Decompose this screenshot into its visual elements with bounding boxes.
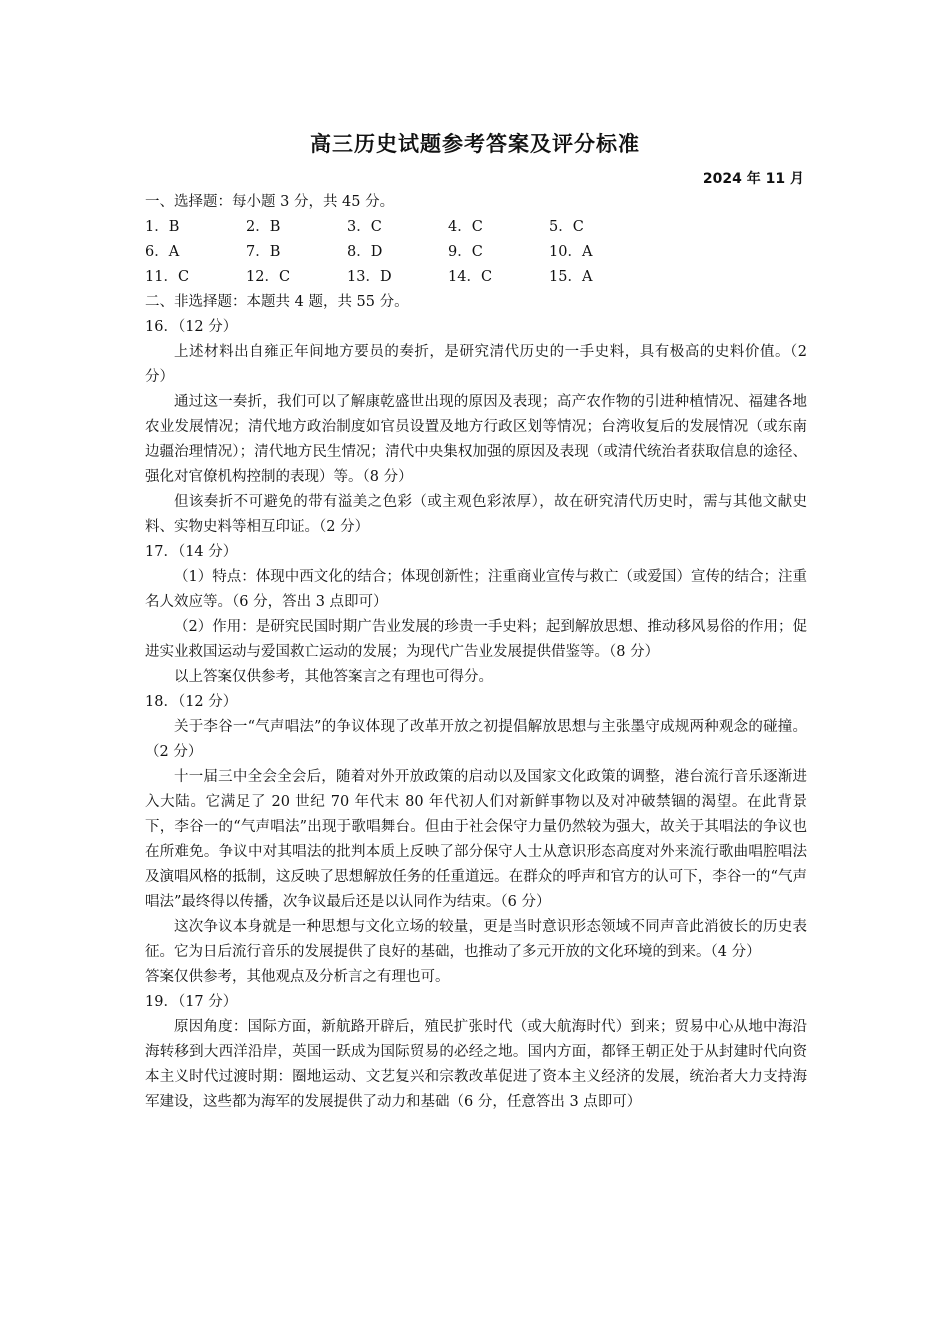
mcq-row xyxy=(145,215,807,240)
section1-heading: 一、选择题：每小题 3 分，共 45 分。 xyxy=(145,194,395,210)
mcq-answer: 6．A xyxy=(145,244,180,260)
page-title: 高三历史试题参考答案及评分标准 xyxy=(310,132,640,156)
mcq-answer: 12．C xyxy=(246,269,291,285)
q16-paragraph: 通过这一奏折，我们可以了解康乾盛世出现的原因及表现；高产农作物的引进种植情况、福建各地农业发展情况；清代地方政治制度如官员设置及地方行政区划等情况；台湾收复后的发展情况（或东南边疆治理情况）；清代地方民生情况；清代中央集权加强的原因及表现（或清代统治者获取信息的途径、强化对官僚机构控制的表现）等。（8 分） xyxy=(145,394,807,485)
mcq-answer: 11．C xyxy=(145,269,190,285)
q17-label: 17．（14 分） xyxy=(145,544,238,560)
mcq-answer: 7．B xyxy=(246,244,281,260)
q18-paragraph: 这次争议本身就是一种思想与文化立场的较量，更是当时意识形态领域不同声音此消彼长的历史表征。它为日后流行音乐的发展提供了良好的基础，也推动了多元开放的文化环境的到来。（4 分） xyxy=(145,919,807,960)
mcq-answer: 15．A xyxy=(549,269,593,285)
mcq-answer: 3．C xyxy=(347,219,382,235)
q18-label: 18．（12 分） xyxy=(145,694,238,710)
mcq-answer: 4．C xyxy=(448,219,483,235)
q16-paragraph: 但该奏折不可避免的带有溢美之色彩（或主观色彩浓厚），故在研究清代历史时，需与其他文献史料、实物史料等相互印证。（2 分） xyxy=(145,494,807,535)
q19-label: 19．（17 分） xyxy=(145,994,238,1010)
q18-paragraph: 关于李谷一“气声唱法”的争议体现了改革开放之初提倡解放思想与主张墨守成规两种观念的碰撞。（2 分） xyxy=(145,719,807,760)
mcq-answer: 2．B xyxy=(246,219,281,235)
mcq-row xyxy=(145,265,807,290)
mcq-answer: 10．A xyxy=(549,244,593,260)
section2-heading: 二、非选择题：本题共 4 题，共 55 分。 xyxy=(145,294,409,310)
mcq-answer: 8．D xyxy=(347,244,383,260)
q17-paragraph: （1）特点：体现中西文化的结合；体现创新性；注重商业宣传与救亡（或爱国）宣传的结合；注重名人效应等。（6 分，答出 3 点即可） xyxy=(145,569,807,610)
mcq-answer: 5．C xyxy=(549,219,584,235)
q18-paragraph: 十一届三中全会全会后，随着对外开放政策的启动以及国家文化政策的调整，港台流行音乐逐渐进入大陆。它满足了 20 世纪 70 年代末 80 年代初人们对新鲜事物以及对冲破禁锢的渴望。在此背景下，李谷一的“气声唱法”出现于歌唱舞台。但由于社会保守力量仍然较为强大，故关于其唱法的争议也在所难免。争议中对其唱法的批判本质上反映了部分保守人士从意识形态高度对外来流行歌曲唱腔唱法及演唱风格的抵制，这反映了思想解放任务的任重道远。在群众的呼声和官方的认可下，李谷一的“气声唱法”最终得以传播，次争议最后还是以认同作为结束。（6 分） xyxy=(145,769,807,910)
q17-paragraph: 以上答案仅供参考，其他答案言之有理也可得分。 xyxy=(174,669,493,685)
mcq-answer: 9．C xyxy=(448,244,483,260)
mcq-row xyxy=(145,240,807,265)
q16-paragraph: 上述材料出自雍正年间地方要员的奏折，是研究清代历史的一手史料，具有极高的史料价值。（2 分） xyxy=(145,344,807,385)
document-body xyxy=(145,190,807,1115)
mcq-answer: 13．D xyxy=(347,269,392,285)
mcq-answer: 14．C xyxy=(448,269,493,285)
q16-label: 16．（12 分） xyxy=(145,319,238,335)
q18-note: 答案仅供参考，其他观点及分析言之有理也可。 xyxy=(145,969,450,985)
mcq-answers xyxy=(145,215,807,290)
mcq-answer: 1．B xyxy=(145,219,180,235)
q17-paragraph: （2）作用：是研究民国时期广告业发展的珍贵一手史料；起到解放思想、推动移风易俗的作用；促进实业救国运动与爱国救亡运动的发展；为现代广告业发展提供借鉴等。（8 分） xyxy=(145,619,807,660)
q19-paragraph: 原因角度：国际方面，新航路开辟后，殖民扩张时代（或大航海时代）到来；贸易中心从地中海沿海转移到大西洋沿岸，英国一跃成为国际贸易的必经之地。国内方面，都铎王朝正处于从封建时代向资本主义时代过渡时期：圈地运动、文艺复兴和宗教改革促进了资本主义经济的发展，统治者大力支持海军建设，这些都为海军的发展提供了动力和基础（6 分，任意答出 3 点即可） xyxy=(145,1019,807,1110)
document-date: 2024 年 11 月 xyxy=(702,171,804,187)
